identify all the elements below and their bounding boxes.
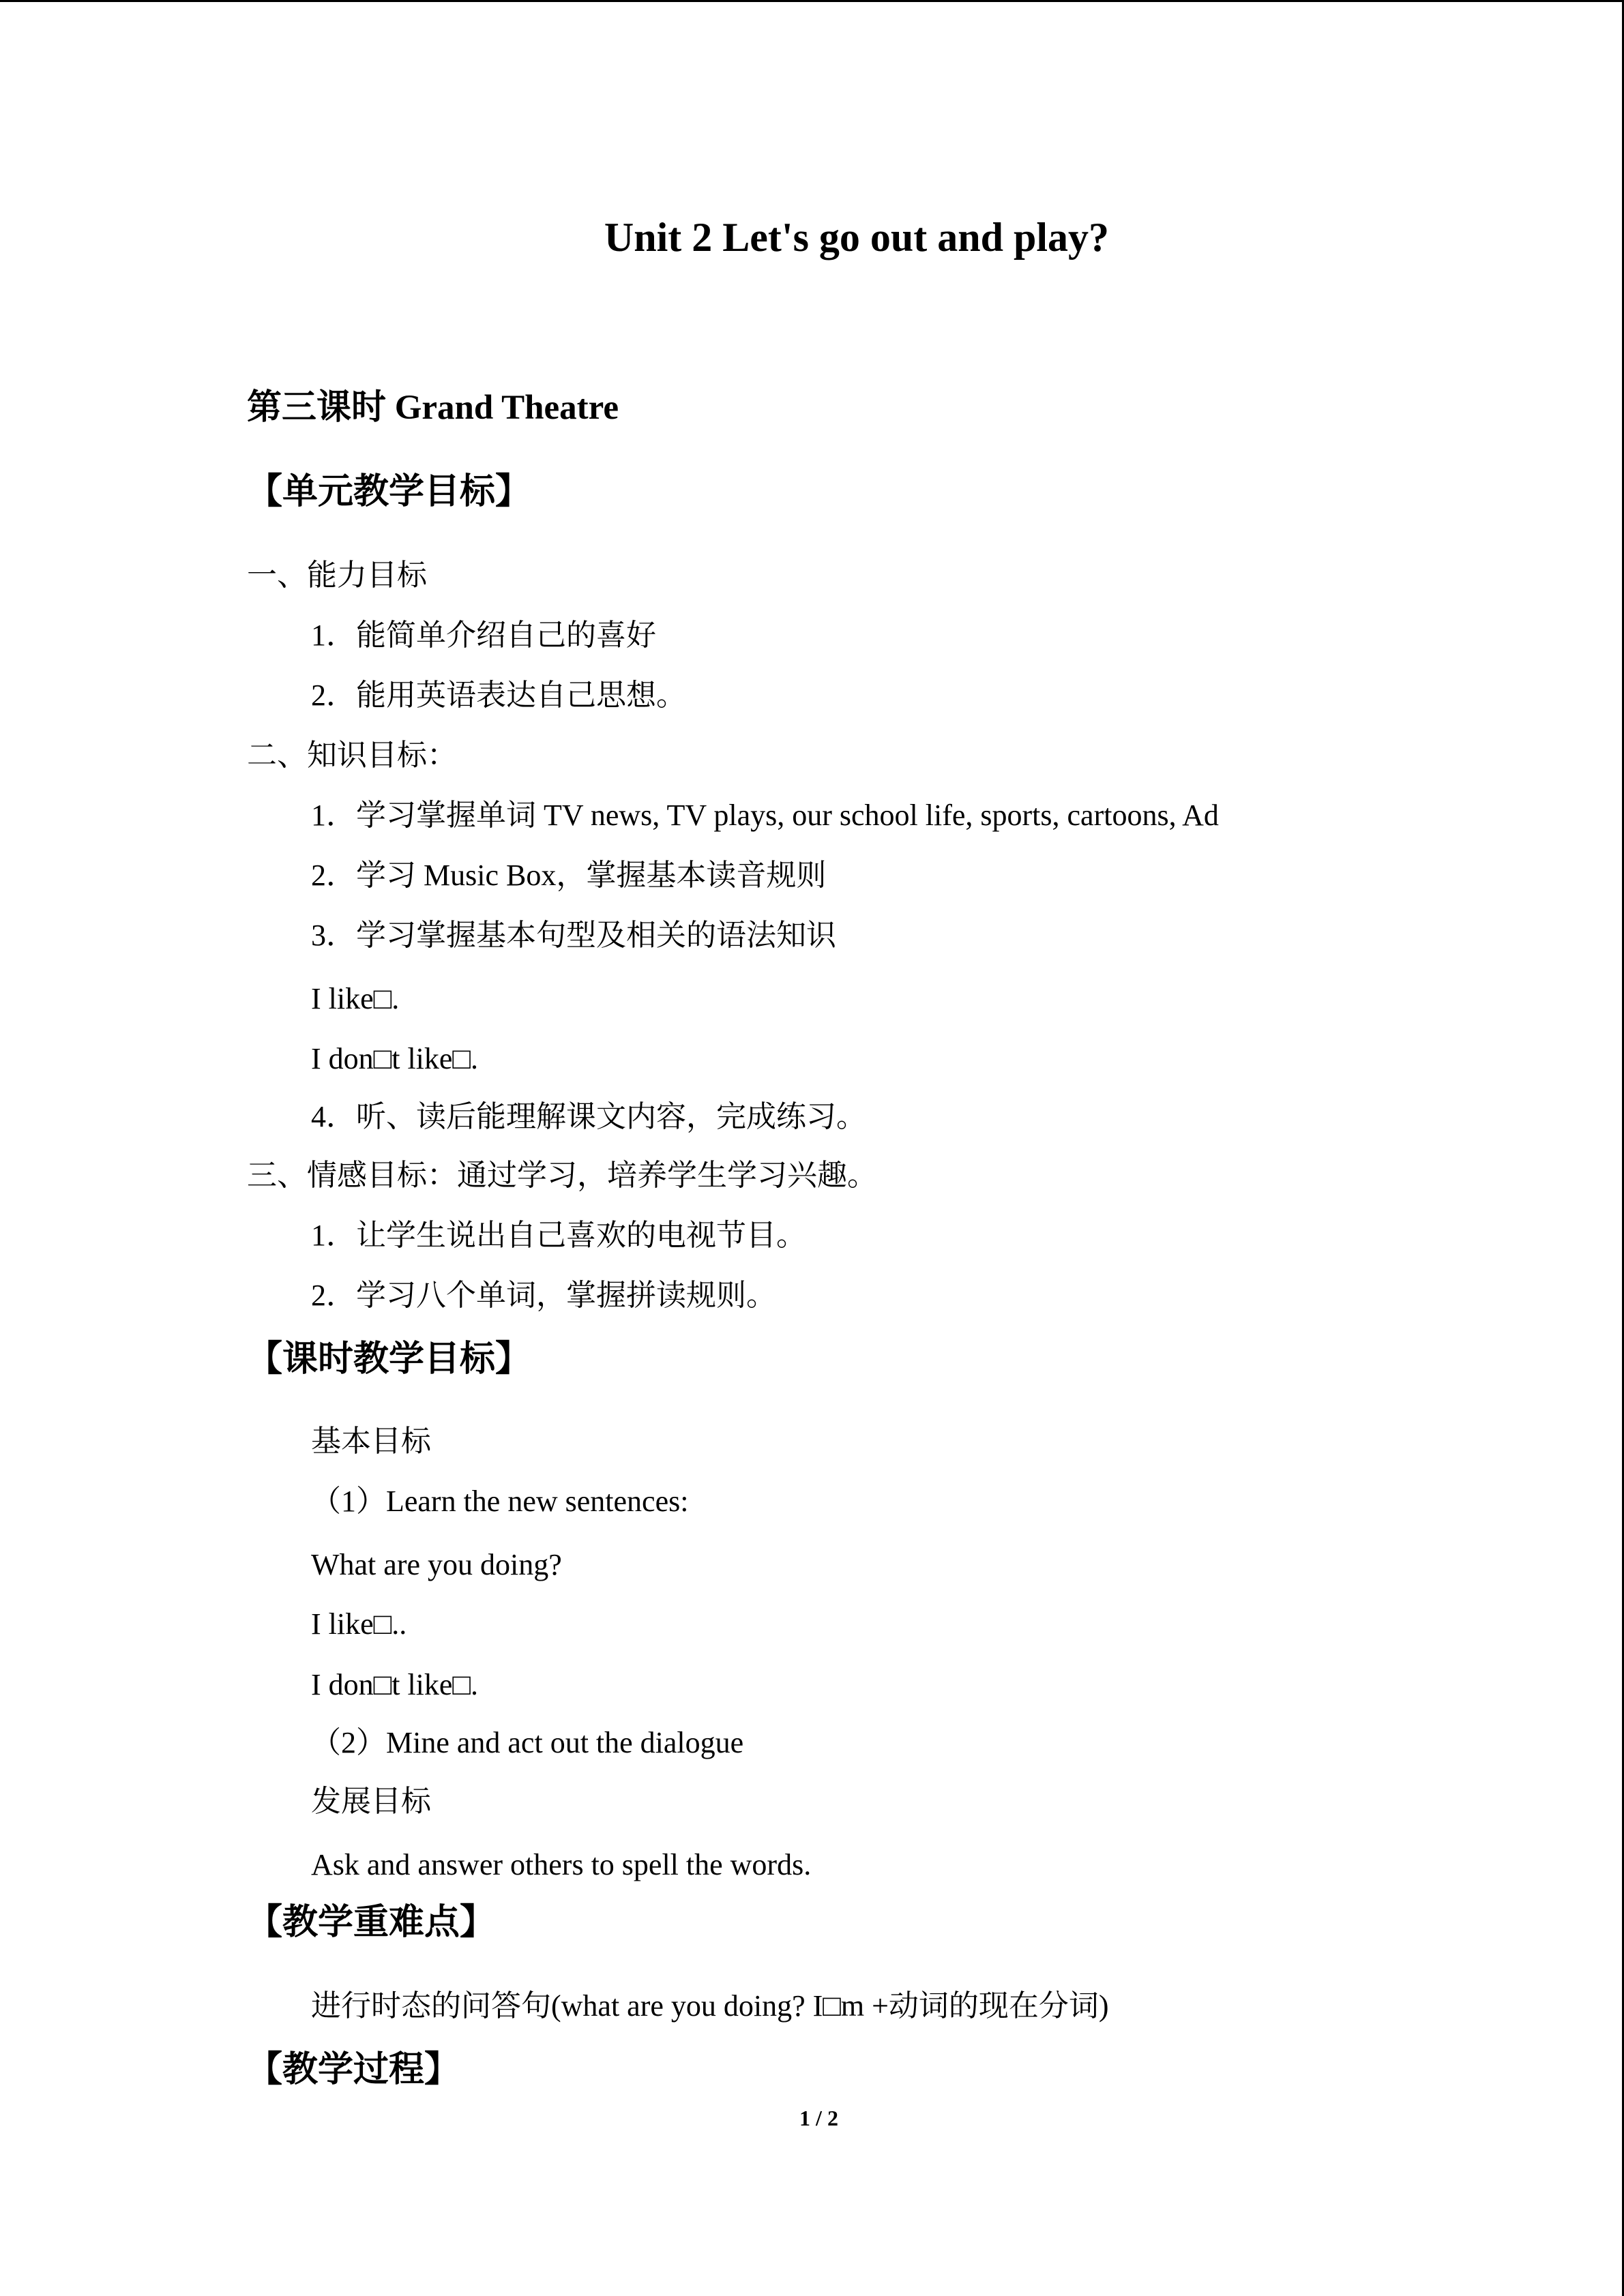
basic-goal-item-1: （1）Learn the new sentences: — [311, 1485, 689, 1518]
question-sentence: What are you doing? — [311, 1548, 562, 1581]
lesson-subtitle: 第三课时 Grand Theatre — [247, 389, 619, 427]
knowledge-goal-1: 1．学习掌握单词 TV news, TV plays, our school life, sports, cartoons, Ad — [311, 799, 1219, 832]
emotion-goals-heading: 三、情感目标：通过学习，培养学生学习兴趣。 — [247, 1159, 877, 1192]
example-sentence-like-2: I like□.. — [311, 1607, 407, 1641]
lesson-goals-heading: 【课时教学目标】 — [247, 1340, 531, 1379]
knowledge-goal-2: 2．学习 Music Box，掌握基本读音规则 — [311, 859, 827, 892]
emotion-goal-2: 2．学习八个单词，掌握拼读规则。 — [311, 1279, 776, 1312]
development-goal-text: Ask and answer others to spell the words. — [311, 1848, 812, 1881]
top-border-line — [0, 0, 1624, 2]
emotion-goal-1: 1．让学生说出自己喜欢的电视节目。 — [311, 1219, 806, 1252]
example-sentence-dont-like: I don□t like□. — [311, 1042, 479, 1075]
key-points-text: 进行时态的问答句(what are you doing? I□m +动词的现在分词) — [311, 1989, 1109, 2023]
basic-goal-label: 基本目标 — [311, 1425, 431, 1458]
key-points-heading: 【教学重难点】 — [247, 1903, 496, 1942]
page-number: 1 / 2 — [799, 2106, 838, 2130]
knowledge-goal-4: 4．听、读后能理解课文内容，完成练习。 — [311, 1100, 866, 1133]
teaching-process-heading: 【教学过程】 — [247, 2051, 460, 2089]
knowledge-goal-3: 3．学习掌握基本句型及相关的语法知识 — [311, 919, 836, 952]
example-sentence-like: I like□. — [311, 982, 400, 1015]
unit-goals-heading: 【单元教学目标】 — [247, 473, 531, 511]
knowledge-goals-heading: 二、知识目标： — [247, 739, 457, 772]
basic-goal-item-2: （2）Mine and act out the dialogue — [311, 1726, 744, 1759]
example-sentence-dont-like-2: I don□t like□. — [311, 1668, 479, 1701]
ability-goal-1: 1．能简单介绍自己的喜好 — [311, 618, 656, 652]
document-title: Unit 2 Let's go out and play? — [604, 215, 1110, 260]
ability-goals-heading: 一、能力目标 — [247, 558, 427, 592]
development-goal-label: 发展目标 — [311, 1785, 431, 1818]
ability-goal-2: 2．能用英语表达自己思想。 — [311, 679, 686, 712]
